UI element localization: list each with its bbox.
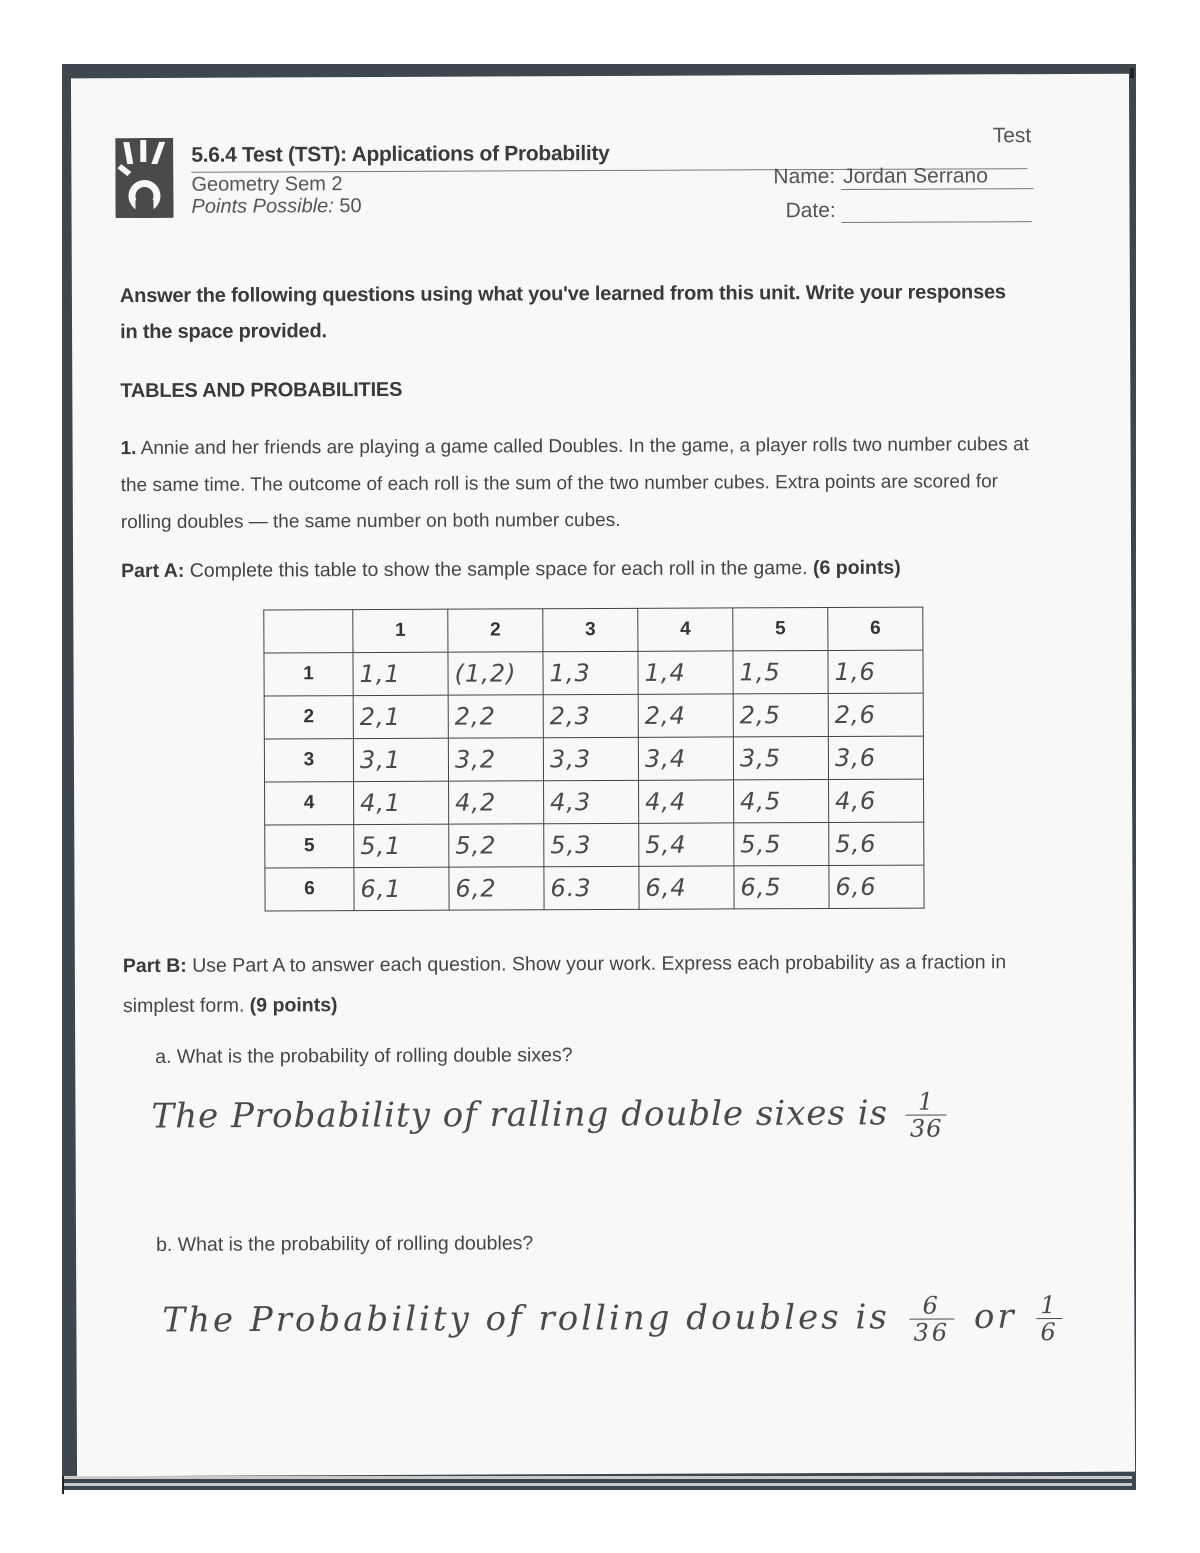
column-header: 5	[733, 608, 828, 651]
date-field[interactable]	[842, 201, 1032, 223]
table-cell[interactable]: 5,2	[449, 824, 544, 867]
table-cell[interactable]: 2,5	[733, 694, 828, 737]
table-cell[interactable]: 1,1	[353, 652, 448, 695]
part-a-text: Complete this table to show the sample space for each roll in the game.	[189, 557, 808, 582]
question-b: b. What is the probability of rolling doubles?	[155, 1232, 534, 1256]
table-header-row	[264, 607, 923, 653]
table-cell[interactable]: 2,2	[448, 695, 543, 738]
table-cell[interactable]: 2,4	[638, 694, 733, 737]
course-title: 5.6.4 Test (TST): Applications of Probability	[191, 141, 610, 167]
row-header: 3	[264, 739, 353, 782]
question-text: Annie and her friends are playing a game called Doubles. In the game, a player rolls two number cubes at the same time. The outcome of each roll is the sum of the two number cubes. Extra points are scored for rolling doubles — the same number on both number cubes.	[120, 434, 1029, 534]
table-cell[interactable]: 1,4	[638, 651, 733, 694]
name-row	[773, 164, 1033, 190]
table-cell[interactable]: 4,6	[829, 779, 924, 822]
answer-b-text: The Probability of rolling doubles is	[162, 1297, 890, 1341]
fraction-denominator: 36	[909, 1114, 943, 1143]
table-cell[interactable]: 6,4	[639, 866, 734, 909]
fraction-denominator: 6	[1040, 1318, 1059, 1347]
paper-stack-edge	[64, 1476, 1132, 1479]
answer-a-text: The Probability of ralling double sixes is	[151, 1093, 889, 1137]
table-cell[interactable]: 6,5	[734, 866, 829, 909]
course-name: Geometry Sem 2	[191, 173, 343, 196]
table-corner-cell	[264, 610, 353, 653]
part-a-prompt	[121, 557, 901, 583]
table-cell[interactable]: (1,2)	[448, 652, 543, 695]
answer-b[interactable]	[162, 1292, 1069, 1349]
answer-b-fraction-1	[909, 1292, 954, 1345]
part-b-label: Part B:	[122, 954, 187, 978]
fraction-numerator: 6	[909, 1292, 954, 1319]
table-cell[interactable]: 3,3	[543, 737, 638, 780]
table-cell[interactable]: 1,6	[828, 650, 923, 693]
answer-a-fraction	[906, 1089, 947, 1142]
table-cell[interactable]: 3,5	[733, 737, 828, 780]
column-header: 2	[448, 609, 543, 652]
row-header: 5	[265, 825, 354, 868]
fraction-numerator: 1	[906, 1089, 947, 1116]
table-cell[interactable]: 1,3	[543, 651, 638, 694]
table-cell[interactable]: 5,1	[354, 824, 449, 867]
section-heading: TABLES AND PROBABILITIES	[120, 378, 403, 403]
row-header: 1	[264, 653, 353, 696]
table-cell[interactable]: 1,5	[733, 651, 828, 694]
table-row	[265, 822, 924, 868]
part-b-text: Use Part A to answer each question. Show your work. Express each probability as a fraction in simplest form.	[122, 951, 1007, 1018]
table-cell[interactable]: 5,3	[544, 823, 639, 866]
points-possible	[191, 195, 361, 219]
points-label: Points Possible:	[191, 195, 334, 218]
column-header: 6	[828, 607, 923, 650]
edge-mark	[62, 1476, 64, 1494]
answer-b-fraction-2	[1036, 1292, 1063, 1345]
table-cell[interactable]: 3,4	[638, 737, 733, 780]
table-row	[264, 693, 923, 739]
table-cell[interactable]: 3,2	[448, 738, 543, 781]
row-header: 2	[264, 696, 353, 739]
part-b-points: (9 points)	[249, 994, 338, 1017]
table-cell[interactable]: 4,1	[354, 781, 449, 824]
sun-logo-icon	[115, 138, 173, 218]
table-row	[264, 650, 923, 696]
answer-a[interactable]	[151, 1088, 952, 1144]
table-cell[interactable]: 6.3	[544, 866, 639, 909]
document-type: Test	[992, 124, 1032, 148]
question-1	[120, 426, 1030, 541]
table-cell[interactable]: 4,2	[449, 781, 544, 824]
table-cell[interactable]: 5,6	[829, 822, 924, 865]
table-row	[264, 736, 923, 782]
instructions: Answer the following questions using what you've learned from this unit. Write your responses in the space provided.	[119, 281, 1006, 344]
answer-b-or: or	[973, 1296, 1017, 1337]
question-number: 1.	[120, 438, 137, 460]
table-cell[interactable]: 2,1	[353, 695, 448, 738]
part-a-points: (6 points)	[812, 556, 901, 580]
table-cell[interactable]: 2,6	[828, 693, 923, 736]
column-header: 3	[543, 608, 638, 651]
name-field[interactable]: Jordan Serrano	[841, 164, 1033, 190]
table-row	[265, 779, 924, 825]
part-b-prompt	[123, 942, 1043, 1026]
table-cell[interactable]: 2,3	[543, 694, 638, 737]
points-value: 50	[339, 195, 362, 218]
table-cell[interactable]: 4,3	[544, 780, 639, 823]
sample-space-table	[263, 607, 924, 912]
corner-mark	[1130, 68, 1134, 78]
table-cell[interactable]: 3,1	[353, 738, 448, 781]
paper-stack-edge	[64, 1483, 1132, 1486]
column-header: 1	[353, 609, 448, 652]
part-a-label: Part A:	[121, 559, 185, 583]
column-header: 4	[638, 608, 733, 651]
fraction-denominator: 36	[913, 1318, 951, 1347]
test-sheet	[71, 74, 1135, 1477]
row-header: 6	[265, 868, 354, 911]
name-label: Name:	[773, 164, 836, 189]
date-label: Date:	[785, 198, 836, 223]
table-cell[interactable]: 5,4	[639, 823, 734, 866]
date-row	[785, 198, 1031, 223]
table-cell[interactable]: 6,2	[449, 867, 544, 910]
table-cell[interactable]: 6,6	[829, 865, 924, 908]
row-header: 4	[265, 782, 354, 825]
table-cell[interactable]: 5,5	[734, 823, 829, 866]
table-cell[interactable]: 4,4	[639, 780, 734, 823]
table-cell[interactable]: 4,5	[734, 780, 829, 823]
table-cell[interactable]: 3,6	[828, 736, 923, 779]
question-a: a. What is the probability of rolling double sixes?	[155, 1044, 573, 1068]
fraction-numerator: 1	[1036, 1292, 1062, 1319]
table-cell[interactable]: 6,1	[354, 867, 449, 910]
table-row	[265, 865, 924, 911]
